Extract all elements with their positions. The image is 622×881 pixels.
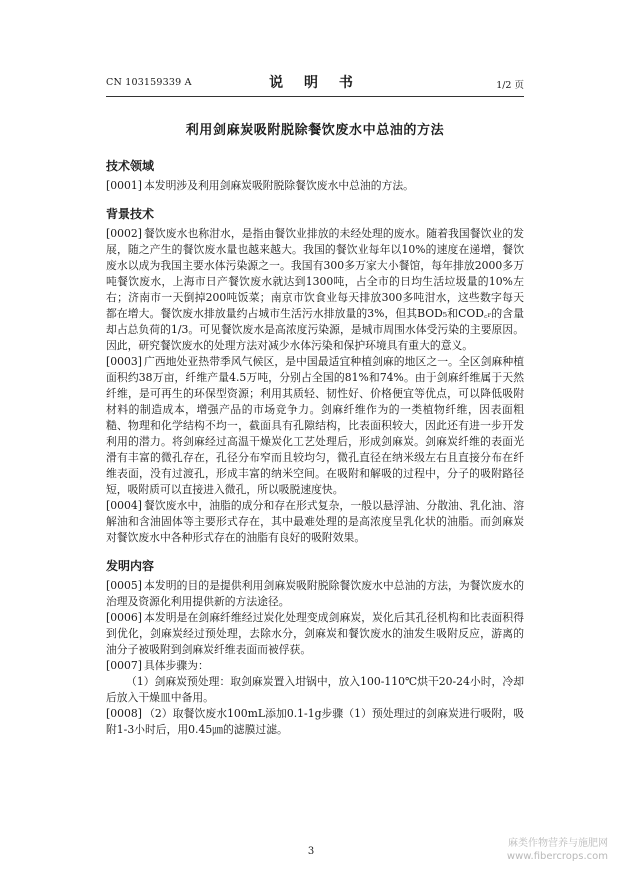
- paragraph-text: 广西地处亚热带季风气候区，是中国最适宜种植剑麻的地区之一。全区剑麻种植面积约38万亩，纤维产量4.5万吨，分别占全国的81%和74%。由于剑麻纤维属于天然纤维，是可再生的环保型资源；利用其质轻、韧性好、价格便宜等优点，可以降低吸附材料的制造成本，增强产品的市场竞争力。剑麻纤维作为的一类植物纤维，因表面粗糙、物理和化学结构不均一，截面具有孔隙结构，比表面积较大，因此还有进一步开发利用的潜力。将剑麻经过高温干燥炭化工艺处理后，形成剑麻炭。剑麻炭纤维的表面光滑有丰富的微孔存在，孔径分布窄而且较均匀，微孔直径在纳米级左右且直接分布在纤维表面，没有过渡孔，形成丰富的纳米空间。在吸附和解吸的过程中，分子的吸附路径短，吸附质可以直接进入微孔，所以吸脱速度快。: [106, 355, 524, 496]
- paragraph-number: [0008]: [106, 707, 142, 720]
- page-number: 3: [307, 846, 315, 857]
- paragraph-text: （2）取餐饮废水100mL添加0.1-1g步骤（1）预处理过的剑麻炭进行吸附，吸附1-3小时后，用0.45㎛的滤膜过滤。: [106, 707, 524, 736]
- paragraph-number: [0001]: [106, 179, 142, 192]
- page-header: [106, 72, 524, 92]
- paragraph-text: 本发明是在剑麻纤维经过炭化处理变成剑麻炭，炭化后其孔径机构和比表面积得到优化，剑麻炭经过预处理，去除水分，剑麻炭和餐饮废水的油发生吸附反应，游离的油分子被吸附到剑麻炭纤维表面而被俘获。: [106, 611, 524, 656]
- paragraph-text: 餐饮废水中，油脂的成分和存在形式复杂，一般以悬浮油、分散油、乳化油、溶解油和含油固体等主要形式存在，其中最难处理的是高浓度呈乳化状的油脂。而剑麻炭对餐饮废水中各种形式存在的油脂有良好的吸附效果。: [106, 499, 524, 544]
- paragraph-text: 本发明的目的是提供利用剑麻炭吸附脱除餐饮废水中总油的方法，为餐饮废水的治理及资源化利用提供新的方法途径。: [106, 579, 524, 608]
- document-body: [106, 150, 524, 738]
- paragraph-number: [0005]: [106, 579, 142, 592]
- page-indicator: 1/2 页: [496, 80, 524, 91]
- paragraph-0007: [106, 658, 524, 674]
- step-1-paragraph: （1）剑麻炭预处理：取剑麻炭置入坩锅中，放入100-110℃烘干20-24小时，冷却后放入干燥皿中备用。: [106, 675, 524, 704]
- paragraph-0004: [106, 498, 524, 546]
- paragraph-0002: [106, 226, 524, 354]
- document-type-title: 说 明 书: [269, 75, 361, 91]
- paragraph-number: [0002]: [106, 227, 142, 240]
- watermark-url: www.fibercrops.com: [506, 851, 608, 862]
- watermark: [478, 837, 608, 863]
- header-divider: [106, 96, 524, 97]
- paragraph-text: 本发明涉及利用剑麻炭吸附脱除餐饮废水中总油的方法。: [144, 179, 414, 192]
- paragraph-text: 餐饮废水也称泔水，是指由餐饮业排放的未经处理的废水。随着我国餐饮业的发展，随之产生的餐饮废水量也越来越大。我国的餐饮业每年以10%的速度在递增，餐饮废水以成为我国主要水体污染源之一。我国有300多万家大小餐馆，每年排放2000多万吨餐饮废水，上海市日产餐饮废水就达到1300吨，占全市的日均生活垃圾量的10%左右；济南市一天倒掉200吨饭菜；南京市饮食业每天排放300多吨泔水，这些数字每天都在增大。餐饮废水排放量约占城市生活污水排放量的3%，但其BOD₅和COD꜀ᵣ的含量却占总负荷的1/3。可见餐饮废水是高浓度污染源，是城市周围水体受污染的主要原因。因此，研究餐饮废水的处理方法对减少水体污染和保护环境具有重大的意义。: [106, 227, 524, 352]
- paragraph-number: [0006]: [106, 611, 142, 624]
- section-heading-background: 背景技术: [106, 207, 155, 221]
- section-heading-invention: 发明内容: [106, 559, 155, 573]
- paragraph-0003: [106, 354, 524, 498]
- paragraph-0008: [106, 706, 524, 738]
- paragraph-number: [0003]: [106, 355, 142, 368]
- watermark-site-name: 麻类作物营养与施肥网: [508, 838, 608, 849]
- paragraph-number: [0004]: [106, 499, 142, 512]
- paragraph-number: [0007]: [106, 659, 142, 672]
- paragraph-0001: [106, 178, 524, 194]
- patent-number: CN 103159339 A: [106, 77, 192, 88]
- invention-title: 利用剑麻炭吸附脱除餐饮废水中总油的方法: [185, 123, 445, 138]
- paragraph-0005: [106, 578, 524, 610]
- paragraph-text: 具体步骤为：: [144, 659, 209, 672]
- paragraph-0006: [106, 610, 524, 658]
- section-heading-field: 技术领域: [106, 159, 155, 173]
